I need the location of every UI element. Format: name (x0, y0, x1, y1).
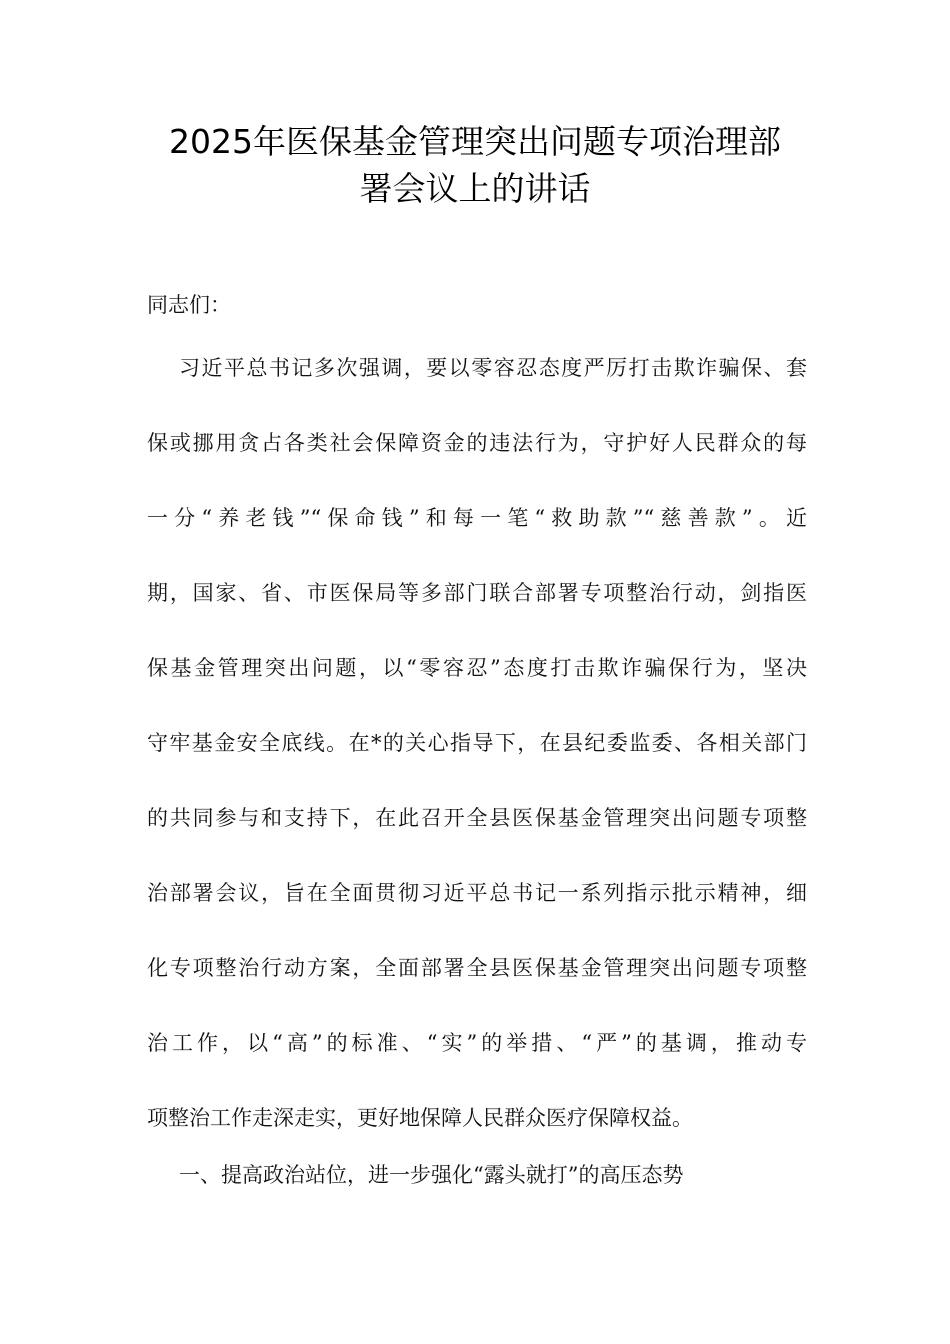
paragraph-line: 项整治工作走深走实，更好地保障人民群众医疗保障权益。 (147, 1106, 693, 1130)
document-title-line-1: 2025年医保基金管理突出问题专项治理部 (169, 122, 781, 161)
paragraph-line: 治部署会议，旨在全面贯彻习近平总书记一系列指示批示精神，细 (147, 881, 807, 905)
paragraph-line: 保基金管理突出问题，以“零容忍”态度打击欺诈骗保行为，坚决 (147, 656, 807, 680)
paragraph-line: 守牢基金安全底线。在*的关心指导下，在县纪委监委、各相关部门 (147, 731, 807, 755)
paragraph-line: 习近平总书记多次强调，要以零容忍态度严厉打击欺诈骗保、套 (179, 356, 807, 380)
paragraph-line: 治工作，以“高”的标准、“实”的举措、“严”的基调，推动专 (147, 1031, 807, 1055)
paragraph-line: 化专项整治行动方案，全面部署全县医保基金管理突出问题专项整 (147, 956, 807, 980)
section-heading-1: 一、提高政治站位，进一步强化“露头就打”的高压态势 (179, 1163, 684, 1187)
paragraph-line: 保或挪用贪占各类社会保障资金的违法行为，守护好人民群众的每 (147, 431, 807, 455)
paragraph-line: 一分“养老钱”“保命钱”和每一笔“救助款”“慈善款”。近 (147, 506, 807, 530)
greeting: 同志们： (147, 293, 231, 317)
paragraph-line: 期，国家、省、市医保局等多部门联合部署专项整治行动，剑指医 (147, 581, 807, 605)
document-title-line-2: 署会议上的讲话 (359, 169, 591, 208)
paragraph-line: 的共同参与和支持下，在此召开全县医保基金管理突出问题专项整 (147, 806, 807, 830)
